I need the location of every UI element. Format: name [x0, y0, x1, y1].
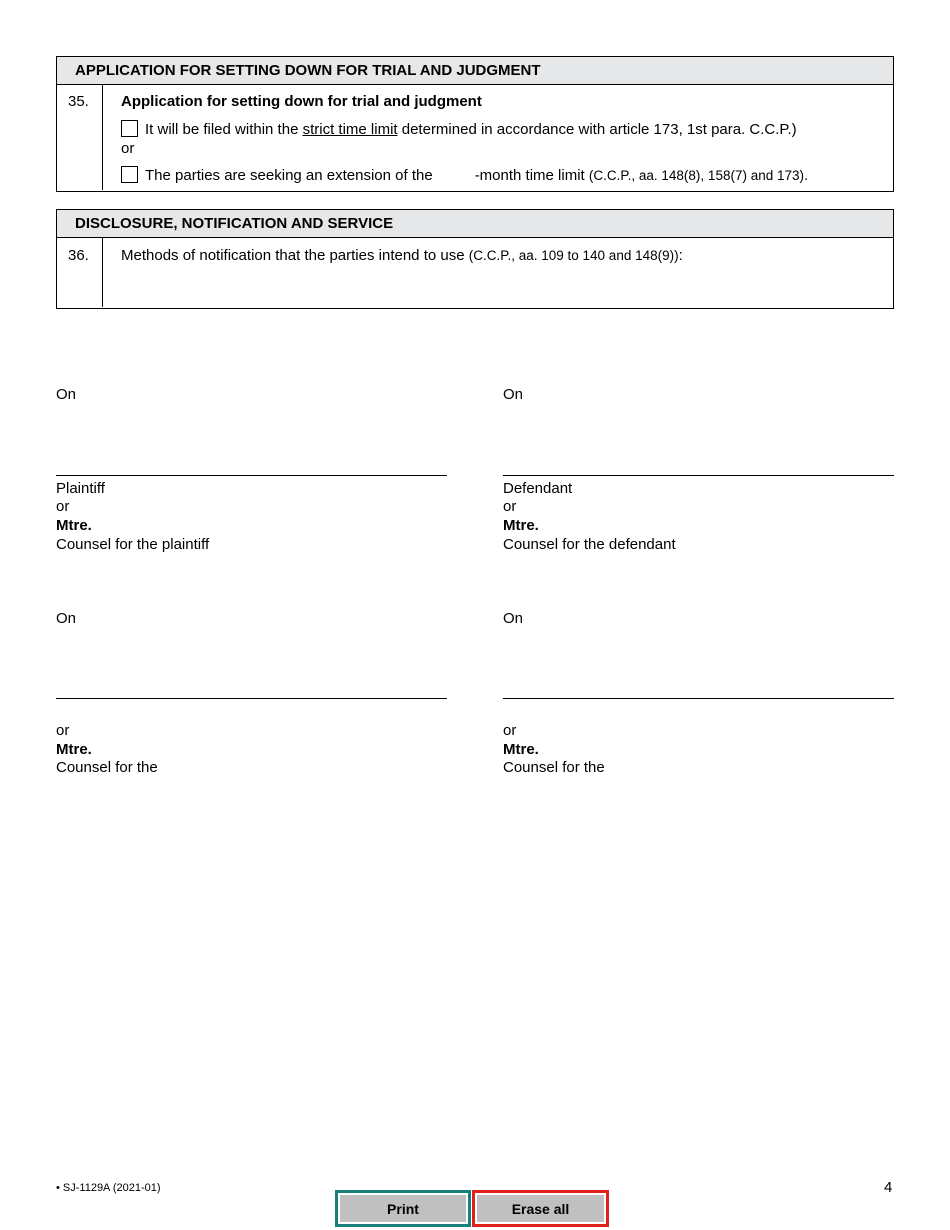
defendant-mtre: Mtre.: [503, 517, 539, 534]
notification-methods-end: :: [678, 247, 683, 264]
option2-reference: (C.C.P., aa. 148(8), 158(7) and 173): [588, 168, 804, 183]
plaintiff-signature-line[interactable]: [56, 475, 447, 476]
trial-section: [56, 56, 894, 192]
option2-end: .: [804, 167, 809, 184]
party3-counsel: Counsel for the: [56, 759, 158, 776]
party4-mtre: Mtre.: [503, 741, 539, 758]
disclosure-number-column: [57, 238, 103, 307]
trial-number-column: [57, 85, 103, 190]
plaintiff-or: or: [56, 498, 70, 515]
notification-methods-reference: (C.C.P., aa. 109 to 140 and 148(9)): [468, 248, 679, 263]
trial-section-heading: APPLICATION FOR SETTING DOWN FOR TRIAL AND JUDGMENT: [57, 57, 893, 85]
notification-methods-text: Methods of notification that the parties intend to use: [121, 247, 469, 264]
plaintiff-role: Plaintiff: [56, 480, 105, 497]
party4-counsel: Counsel for the: [503, 759, 605, 776]
party3-mtre: Mtre.: [56, 741, 92, 758]
option1-text-before: It will be filed within the: [145, 121, 303, 138]
strict-time-limit-link[interactable]: strict time limit: [302, 121, 398, 138]
form-code: • SJ-1129A (2021-01): [56, 1182, 161, 1194]
party3-signature-line[interactable]: [56, 698, 447, 699]
disclosure-section: [56, 209, 894, 309]
defendant-date-label: On: [503, 386, 524, 403]
or-label: or: [121, 140, 135, 157]
defendant-role: Defendant: [503, 480, 573, 497]
plaintiff-mtre: Mtre.: [56, 517, 92, 534]
trial-section-number: 35.: [68, 93, 89, 110]
filed-within-limit-checkbox[interactable]: [121, 120, 138, 137]
extension-checkbox[interactable]: [121, 166, 138, 183]
months-input[interactable]: [435, 168, 473, 184]
defendant-or: or: [503, 498, 517, 515]
option2-text-after: -month time limit: [474, 167, 589, 184]
defendant-signature-line[interactable]: [503, 475, 894, 476]
plaintiff-counsel: Counsel for the plaintiff: [56, 536, 210, 553]
option1-text-after: determined in accordance with article 173, 1st para. C.C.P.): [397, 121, 797, 138]
trial-section-title: Application for setting down for trial and judgment: [121, 93, 482, 110]
disclosure-section-number: 36.: [68, 247, 89, 264]
option-extension: [145, 167, 808, 184]
plaintiff-date-label: On: [56, 386, 77, 403]
party4-signature-line[interactable]: [503, 698, 894, 699]
option-filed-within-limit: [145, 121, 797, 138]
party4-or: or: [503, 722, 517, 739]
notification-methods-label: [121, 247, 683, 264]
print-button[interactable]: Print: [335, 1190, 471, 1227]
defendant-counsel: Counsel for the defendant: [503, 536, 676, 553]
erase-all-button[interactable]: Erase all: [472, 1190, 609, 1227]
page-number: 4: [884, 1179, 893, 1196]
party3-or: or: [56, 722, 70, 739]
disclosure-section-heading: DISCLOSURE, NOTIFICATION AND SERVICE: [57, 210, 893, 238]
option2-text-before: The parties are seeking an extension of the: [145, 167, 433, 184]
party4-date-label: On: [503, 610, 524, 627]
party3-date-label: On: [56, 610, 77, 627]
